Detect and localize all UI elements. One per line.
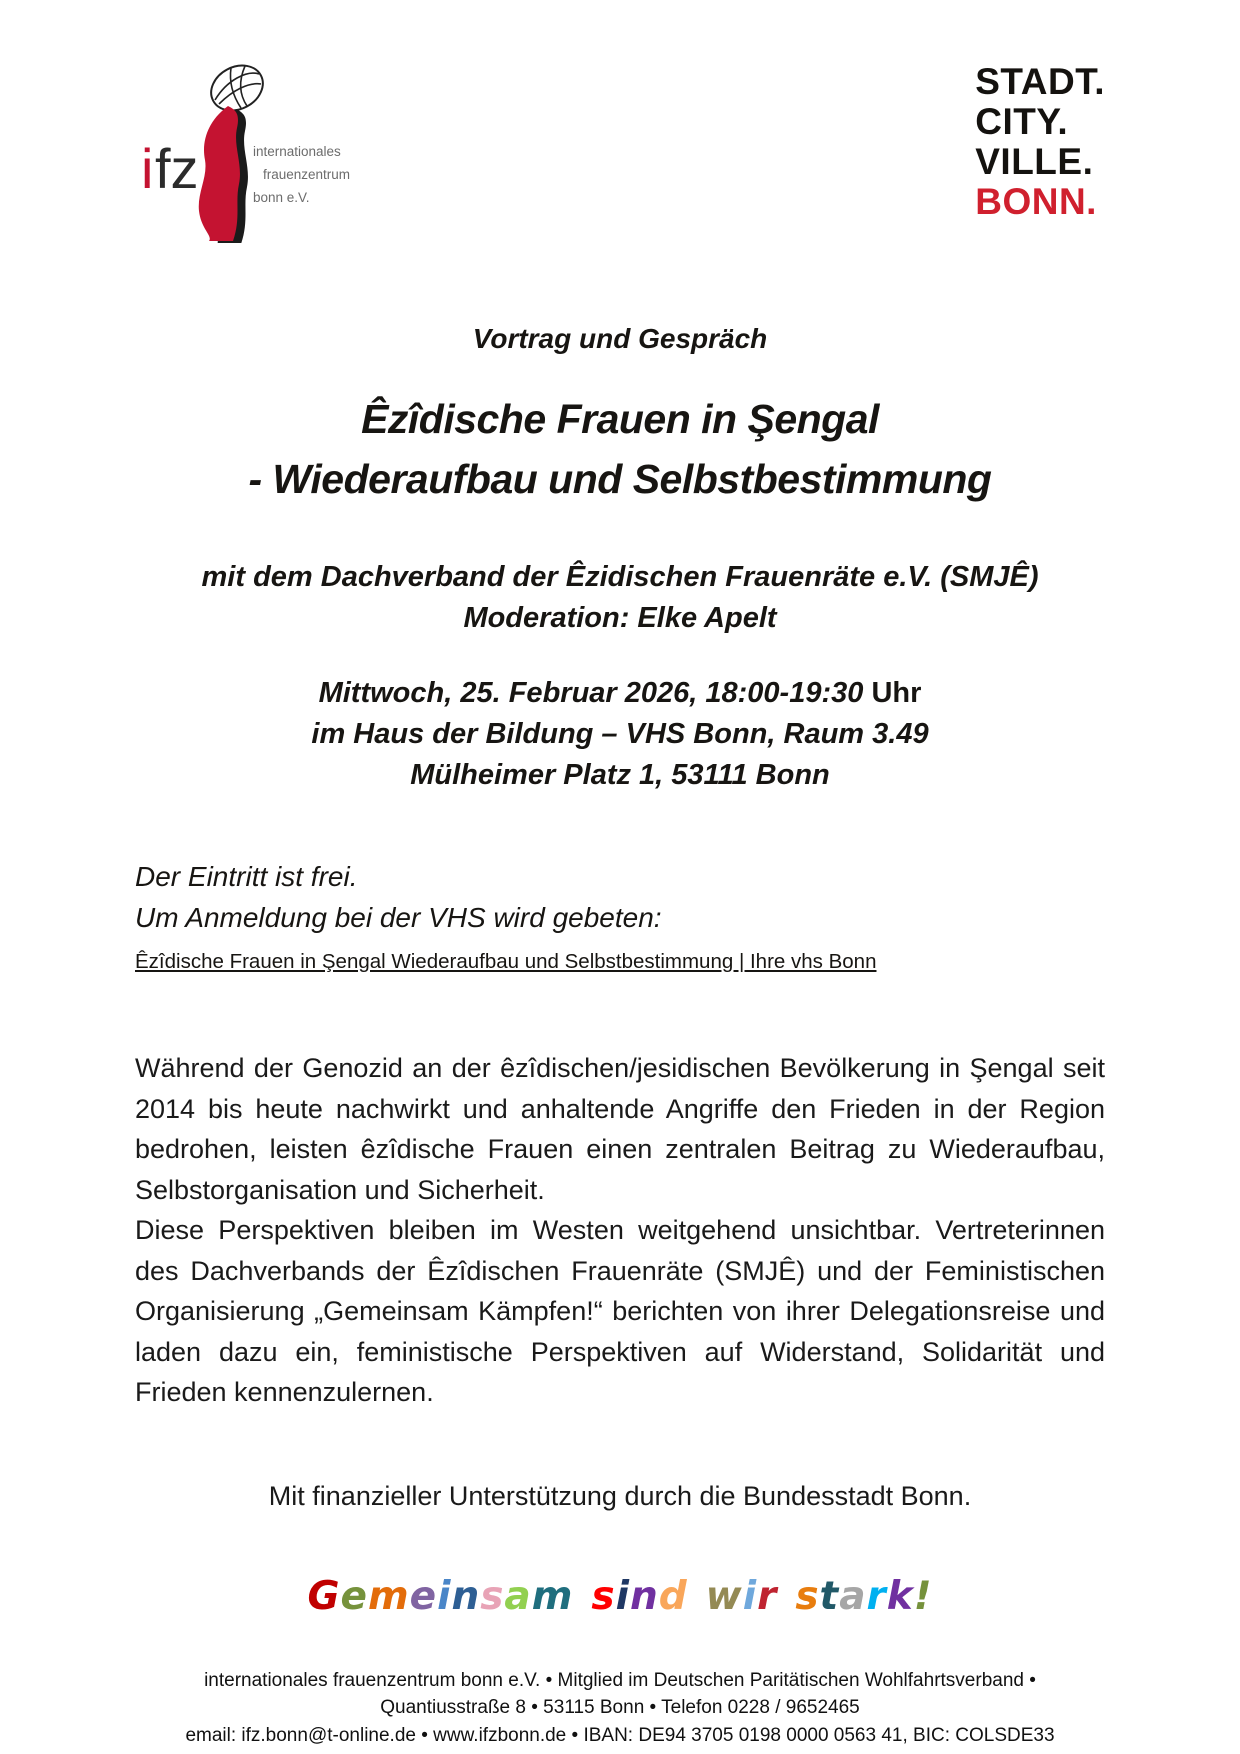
body-paragraph-2: Diese Perspektiven bleiben im Westen weitgehend unsichtbar. Vertreterinnen des Dachverbands der Êzîdischen Frauenräte (SMJÊ) und der Feministischen Organisierung „Gemeinsam Kämpfen!“ berichten von ihrer Delegationsreise und laden dazu ein, feministische Perspektiven auf Widerstand, Solidarität und Frieden kennenzulernen.	[135, 1215, 1105, 1407]
figure-silhouette	[199, 106, 240, 241]
slogan-letter: s	[480, 1573, 505, 1619]
slogan-letter: !	[913, 1573, 933, 1619]
body-paragraph-1: Während der Genozid an der êzîdischen/jesidischen Bevölkerung in Şengal seit 2014 bis heute nachwirkt und anhaltende Angriffe den Frieden in der Region bedrohen, leisten êzîdische Frauen einen zentralen Beitrag zu Wiederaufbau, Selbstorganisation und Sicherheit.	[135, 1053, 1105, 1205]
slogan-letter: n	[451, 1573, 481, 1619]
slogan-letter: s	[795, 1573, 820, 1619]
ifz-wordmark-i: i	[141, 137, 154, 200]
slogan-letter: s	[591, 1573, 616, 1619]
slogan	[0, 1574, 1240, 1619]
slogan-letter: a	[839, 1573, 867, 1619]
event-datetime-italic: Mittwoch, 25. Februar 2026, 18:00-19:30	[318, 677, 864, 709]
slogan-letter: i	[742, 1573, 758, 1619]
page-title	[0, 389, 1240, 509]
slogan-letter: d	[658, 1573, 688, 1619]
slogan-letter: i	[437, 1573, 452, 1619]
slogan-letter: w	[705, 1573, 743, 1619]
ifz-wordmark-fz: fz	[155, 137, 199, 200]
footer	[0, 1667, 1240, 1750]
slogan-letter: i	[615, 1573, 630, 1619]
event-datetime-suffix: Uhr	[863, 677, 922, 709]
slogan-letter: k	[886, 1573, 914, 1619]
slogan-letter: m	[531, 1573, 574, 1619]
bonn-logo-ville: VILLE.	[975, 141, 1094, 182]
admission-free: Der Eintritt ist frei.	[135, 861, 358, 892]
slogan-letter: t	[819, 1573, 840, 1619]
footer-line1: internationales frauenzentrum bonn e.V. • Mitglied im Deutschen Paritätischen Wohlfahrtsverband •	[204, 1669, 1036, 1691]
slogan-letter: n	[629, 1573, 659, 1619]
event-venue-line2: Mülheimer Platz 1, 53111 Bonn	[410, 759, 830, 791]
admission-registration: Um Anmeldung bei der VHS wird gebeten:	[135, 902, 662, 933]
event-details	[0, 673, 1240, 796]
title-line1: Êzîdische Frauen in Şengal	[361, 396, 879, 442]
bonn-logo-city: CITY.	[975, 101, 1069, 142]
funding-note: Mit finanzieller Unterstützung durch die Bundesstadt Bonn.	[268, 1480, 972, 1511]
ifz-logo-line2: frauenzentrum	[263, 167, 351, 182]
footer-line2: Quantiusstraße 8 • 53115 Bonn • Telefon 0228 / 9652465	[380, 1697, 860, 1718]
slogan-letter: r	[757, 1573, 778, 1619]
kicker: Vortrag und Gespräch	[472, 323, 768, 354]
title-line2: - Wiederaufbau und Selbstbestimmung	[248, 456, 992, 502]
bonn-logo-stadt: STADT.	[975, 61, 1105, 102]
slogan-letter: e	[409, 1573, 438, 1619]
bonn-logo-bonn: BONN.	[975, 181, 1097, 222]
event-datetime	[0, 673, 1240, 714]
subtitle	[0, 557, 1240, 639]
slogan-letter: e	[340, 1573, 368, 1619]
ifz-logo	[135, 58, 365, 243]
slogan-letter: G	[307, 1573, 341, 1619]
subtitle-moderation: Moderation: Elke Apelt	[463, 602, 777, 634]
slogan-letter: m	[367, 1573, 410, 1619]
ifz-logo-line3: bonn e.V.	[253, 190, 310, 205]
slogan-letter: r	[866, 1573, 887, 1619]
bonn-logo	[975, 58, 1105, 222]
ifz-logo-line1: internationales	[253, 144, 341, 159]
body-text	[135, 1048, 1105, 1413]
footer-line3: email: ifz.bonn@t-online.de • www.ifzbonn.de • IBAN: DE94 3705 0198 0000 0563 41, BIC: COLSDE33	[185, 1724, 1055, 1746]
admission-section	[135, 856, 1105, 982]
slogan-letter: a	[504, 1573, 532, 1619]
event-venue-line1: im Haus der Bildung – VHS Bonn, Raum 3.49	[311, 718, 929, 750]
header	[0, 0, 1240, 245]
vhs-registration-link[interactable]: Êzîdische Frauen in Şengal Wiederaufbau und Selbstbestimmung | Ihre vhs Bonn	[135, 950, 877, 973]
subtitle-organizer: mit dem Dachverband der Êzidischen Frauenräte e.V. (SMJÊ)	[201, 561, 1039, 593]
